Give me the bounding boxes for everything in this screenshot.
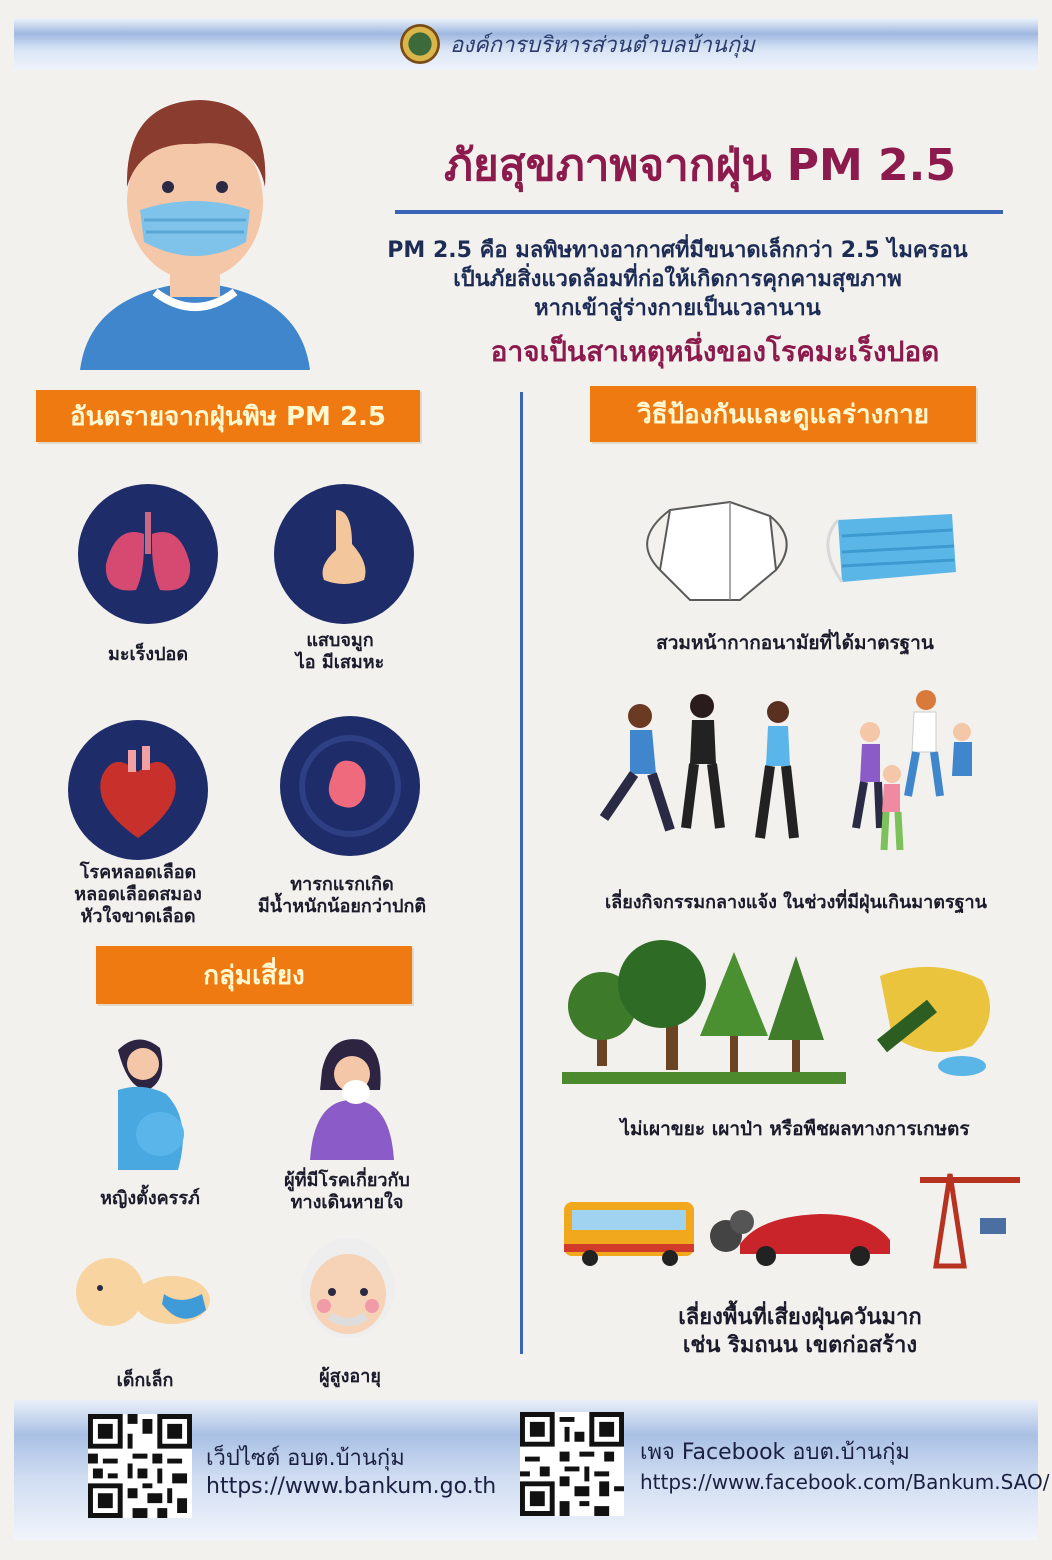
risk-caption-1 (70, 1188, 230, 1210)
baby-icon (72, 1244, 218, 1336)
pregnant-woman-icon (88, 1030, 198, 1170)
risk-caption-3 (80, 1370, 210, 1392)
facebook-label: เพจ Facebook อบต.บ้านกุ่ม (640, 1440, 910, 1465)
risk-caption-4 (280, 1366, 420, 1388)
trees-icon (562, 936, 1022, 1086)
facebook-url[interactable]: https://www.facebook.com/Bankum.SAO/ (640, 1470, 1050, 1494)
danger-caption-1 (60, 644, 236, 666)
prevention-caption-2 (556, 892, 1036, 914)
website-label: เว็ปไซต์ อบต.บ้านกุ่ม (206, 1446, 405, 1471)
risk-caption-2-line1: ผู้ที่มีโรคเกี่ยวกับ (284, 1170, 410, 1191)
org-name: องค์การบริหารส่วนตำบลบ้านกุ่ม (450, 32, 755, 58)
intro-line-3: หากเข้าสู่ร่างกายเป็นเวลานาน (534, 296, 821, 321)
prevention-caption-2-line1: เลี่ยงกิจกรรมกลางแจ้ง ในช่วงที่มีฝุ่นเกินมาตรฐาน (605, 892, 987, 913)
prevention-heading: วิธีป้องกันและดูแลร่างกาย (590, 386, 976, 442)
prevention-caption-4 (580, 1304, 1020, 1360)
lungs-icon (78, 484, 218, 624)
nose-icon (274, 484, 414, 624)
risk-caption-2 (262, 1170, 432, 1214)
sneezing-person-icon (300, 1030, 400, 1160)
dangers-heading: อันตรายจากฝุ่นพิษ PM 2.5 (36, 390, 420, 442)
danger-caption-3 (46, 862, 230, 928)
column-divider (520, 392, 523, 1354)
org-seal-icon (400, 24, 440, 64)
danger-caption-4-line1: ทารกแรกเกิด (290, 874, 394, 895)
risk-caption-2-line2: ทางเดินหายใจ (290, 1192, 404, 1213)
danger-caption-2 (250, 630, 430, 674)
risk-caption-4-line1: ผู้สูงอายุ (319, 1366, 381, 1387)
prevention-caption-1-line1: สวมหน้ากากอนามัยที่ได้มาตรฐาน (656, 632, 934, 654)
prevention-caption-4-line1: เลี่ยงพื้นที่เสี่ยงฝุ่นควันมาก (678, 1305, 922, 1330)
intro-emphasis: อาจเป็นสาเหตุหนึ่งของโรคมะเร็งปอด (490, 335, 940, 368)
danger-caption-2-line1: แสบจมูก (306, 630, 374, 651)
prevention-caption-1 (570, 632, 1020, 654)
danger-caption-4-line2: มีน้ำหนักน้อยกว่าปกติ (257, 896, 427, 917)
danger-caption-2-line2: ไอ มีเสมหะ (295, 652, 385, 673)
fetus-icon (280, 716, 420, 856)
title-rule (395, 210, 1003, 214)
risk-caption-1-line1: หญิงตั้งครรภ์ (100, 1188, 200, 1209)
exercise-icon (590, 678, 980, 856)
prevention-caption-4-line2: เช่น ริมถนน เขตก่อสร้าง (682, 1333, 918, 1358)
risk-caption-3-line1: เด็กเล็ก (116, 1370, 174, 1391)
danger-caption-1-line1: มะเร็งปอด (107, 644, 189, 665)
heart-icon (68, 720, 208, 860)
danger-caption-3-line2: หลอดเลือดสมอง (74, 884, 202, 905)
elderly-icon (296, 1232, 400, 1342)
traffic-icon (560, 1160, 1022, 1272)
masked-person-icon (70, 92, 320, 370)
website-qr-code[interactable] (88, 1414, 192, 1518)
danger-caption-4 (236, 874, 448, 918)
page-title: ภัยสุขภาพจากฝุ่น PM 2.5 (443, 140, 957, 191)
intro-description (310, 236, 1045, 323)
intro-line-2: เป็นภัยสิ่งแวดล้อมที่ก่อให้เกิดการคุกคามสุขภาพ (453, 267, 902, 292)
intro-line-1: PM 2.5 คือ มลพิษทางอากาศที่มีขนาดเล็กกว่า 2.5 ไมครอน (387, 238, 968, 263)
prevention-caption-3 (570, 1118, 1020, 1140)
risk-groups-heading: กลุ่มเสี่ยง (96, 946, 412, 1004)
website-url[interactable]: https://www.bankum.go.th (206, 1474, 497, 1499)
facebook-qr-code[interactable] (520, 1412, 624, 1516)
danger-caption-3-line3: หัวใจขาดเลือด (80, 906, 196, 927)
face-mask-icon (630, 500, 966, 606)
prevention-caption-3-line1: ไม่เผาขยะ เผาป่า หรือพืชผลทางการเกษตร (620, 1118, 970, 1140)
org-header (400, 24, 755, 64)
danger-caption-3-line1: โรคหลอดเลือด (79, 862, 197, 883)
